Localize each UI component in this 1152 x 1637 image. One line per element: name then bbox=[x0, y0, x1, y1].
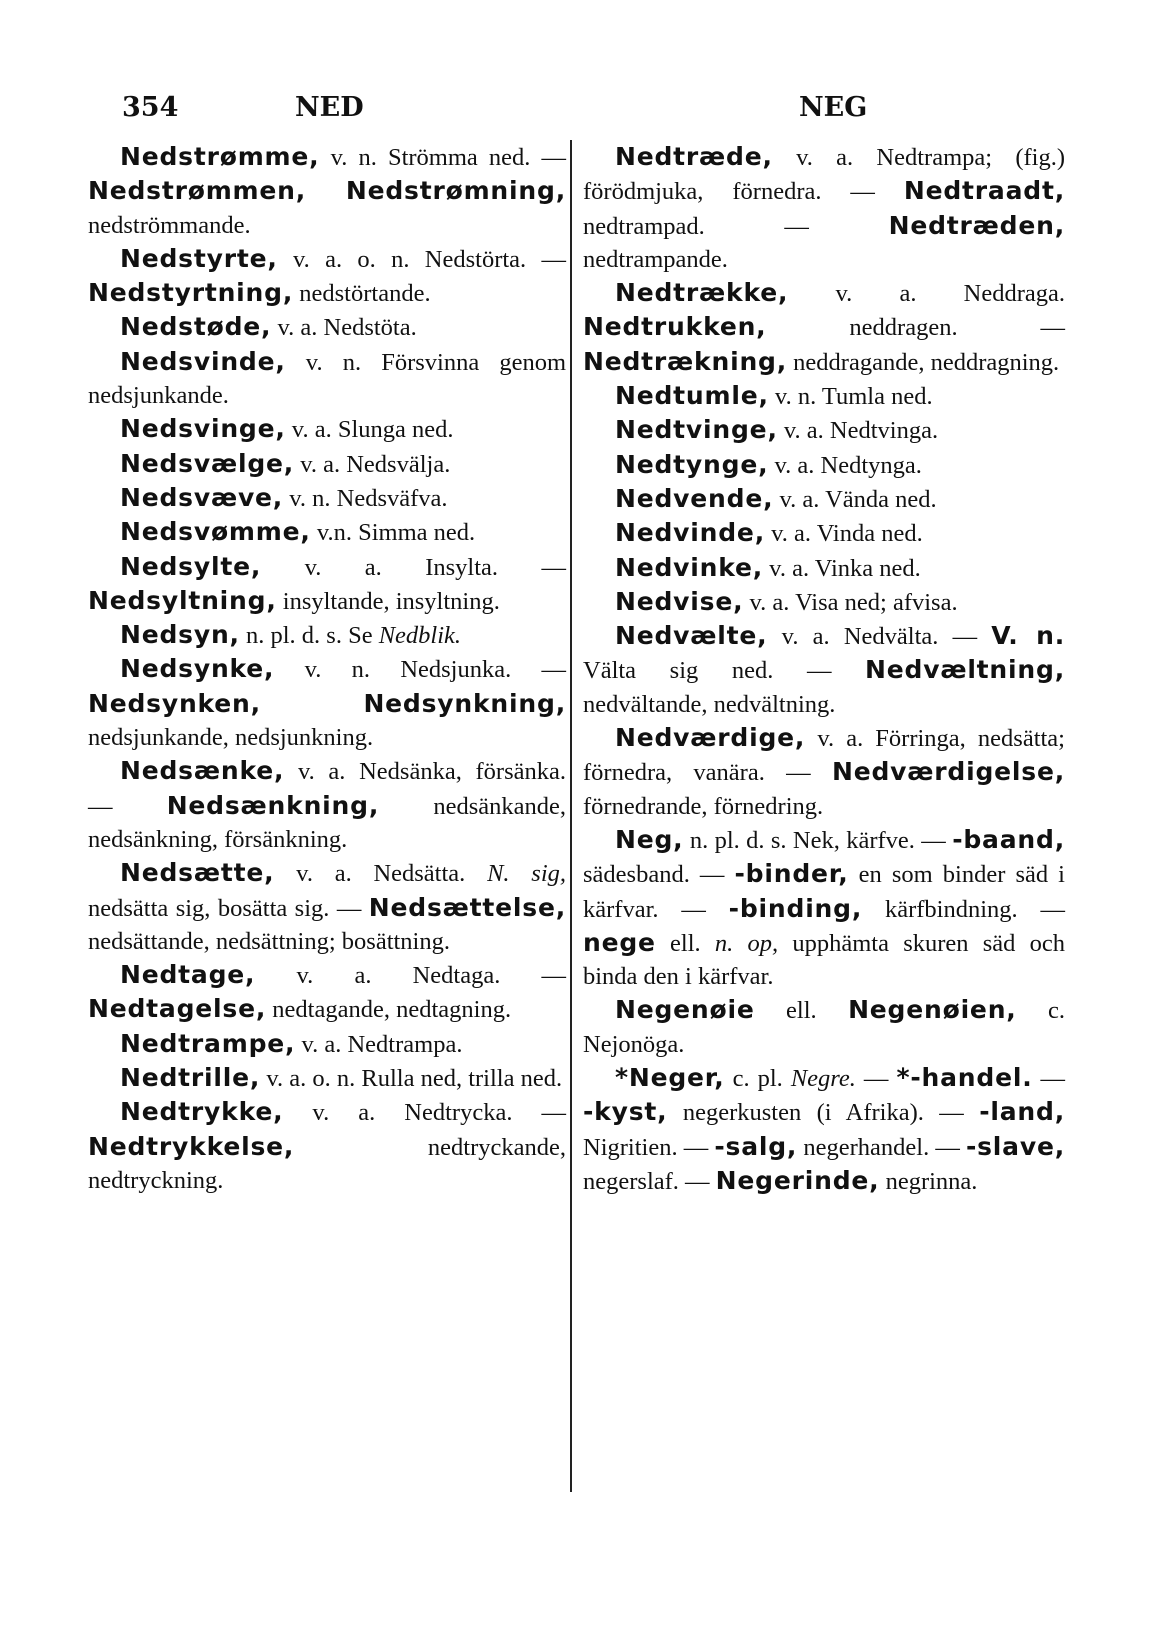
dictionary-entry bbox=[583, 993, 1065, 1061]
headword: Nedtrille, bbox=[120, 1063, 261, 1093]
dictionary-entry bbox=[583, 619, 1065, 721]
dictionary-entry bbox=[88, 412, 566, 446]
definition-text: v. a. Nedsvälja. bbox=[294, 450, 451, 478]
dictionary-entry bbox=[583, 551, 1065, 585]
definition-text: v. a. Nedvälta. — bbox=[767, 623, 992, 651]
definition-text: insyltande, insyltning. bbox=[276, 587, 500, 615]
headword: Nedtvinge, bbox=[615, 415, 778, 445]
definition-text: v. a. Förringa, nedsätta; förnedra, vanära. — bbox=[583, 725, 1065, 787]
right-guide-word: NEG bbox=[799, 92, 868, 123]
dictionary-entry bbox=[583, 379, 1065, 413]
definition-text: nedströmmande. bbox=[88, 211, 251, 239]
headword: Nedvæltning, bbox=[865, 655, 1065, 685]
left-guide-word: NED bbox=[295, 92, 364, 123]
headword: Negenøie bbox=[615, 995, 755, 1025]
definition-text: negerslaf. — bbox=[583, 1167, 716, 1195]
headword: Nedsvinde, bbox=[120, 346, 286, 376]
headword: Nedsvæve, bbox=[120, 482, 284, 512]
headword: Nedsynke, bbox=[120, 654, 275, 684]
headword: -baand, bbox=[952, 824, 1065, 854]
dictionary-entry bbox=[88, 1095, 566, 1197]
page-number: 354 bbox=[122, 92, 179, 123]
headword: Nedsyltning, bbox=[88, 585, 277, 615]
headword: Nedvinke, bbox=[615, 552, 764, 582]
left-column bbox=[88, 140, 566, 1197]
headword: Nedsætte, bbox=[120, 858, 275, 888]
headword: V. n. bbox=[991, 621, 1065, 651]
dictionary-entry bbox=[88, 515, 566, 549]
dictionary-entry bbox=[88, 481, 566, 515]
headword: Nedstyrtning, bbox=[88, 278, 294, 308]
definition-text: nedvältande, nedvältning. bbox=[583, 690, 836, 718]
definition-text: neddragande, neddragning. bbox=[787, 348, 1060, 376]
definition-text: v. a. Neddraga. bbox=[788, 280, 1065, 308]
headword: Nedsættelse, bbox=[368, 892, 566, 922]
definition-text: v. n. Nedsväfva. bbox=[283, 484, 448, 512]
definition-text: nedsätta sig, bosätta sig. — bbox=[88, 894, 369, 922]
definition-text: v. a. Vinda ned. bbox=[765, 520, 923, 548]
definition-text: neddragen. — bbox=[766, 314, 1065, 342]
definition-text: nedtryckande, nedtryckning. bbox=[88, 1133, 566, 1194]
definition-text: v. a. Nedtrampa. bbox=[295, 1030, 463, 1058]
headword: Nedsyn, bbox=[120, 620, 240, 650]
definition-text: nedsjunkande, nedsjunkning. bbox=[88, 724, 374, 752]
headword: Nedsvælge, bbox=[120, 448, 295, 478]
dictionary-entry bbox=[88, 345, 566, 413]
headword: Nedværdige, bbox=[615, 723, 806, 753]
italic-text: n. op, bbox=[714, 929, 779, 957]
headword: Nedværdigelse, bbox=[831, 757, 1065, 787]
dictionary-entry bbox=[583, 448, 1065, 482]
dictionary-entry bbox=[88, 310, 566, 344]
dictionary-entry bbox=[88, 550, 566, 619]
definition-text: negerkusten (i Afrika). — bbox=[667, 1099, 980, 1127]
right-column bbox=[583, 140, 1065, 1198]
headword: Nedtraadt, bbox=[903, 176, 1065, 206]
headword: Nedtrykkelse, bbox=[88, 1131, 295, 1161]
dictionary-entry bbox=[583, 585, 1065, 619]
headword: Nedstrømme, bbox=[120, 142, 320, 171]
definition-text: Välta sig ned. — bbox=[583, 657, 866, 685]
definition-text: Nigritien. — bbox=[583, 1133, 715, 1161]
dictionary-entry bbox=[583, 1061, 1065, 1198]
headword: Nedsænkning, bbox=[166, 790, 380, 820]
headword: *-handel. bbox=[896, 1063, 1033, 1093]
definition-text: nedsättande, nedsättning; bosättning. bbox=[88, 927, 450, 955]
definition-text: — bbox=[855, 1065, 897, 1093]
headword: Neg, bbox=[615, 824, 684, 854]
dictionary-entry bbox=[88, 447, 566, 481]
headword: -binder, bbox=[734, 859, 849, 889]
definition-text: ell. bbox=[655, 929, 715, 957]
dictionary-entry bbox=[583, 516, 1065, 550]
definition-text: c. pl. bbox=[724, 1065, 791, 1093]
headword: Nedsvinge, bbox=[120, 414, 286, 444]
headword: -binding, bbox=[728, 893, 863, 923]
dictionary-entry bbox=[583, 276, 1065, 379]
headword: -land, bbox=[979, 1097, 1065, 1127]
definition-text: v. a. Nedsänka, försänka. — bbox=[88, 758, 566, 820]
definition-text: v. a. Visa ned; afvisa. bbox=[743, 588, 958, 616]
definition-text: v. n. Tumla ned. bbox=[768, 383, 933, 411]
headword: Nedvende, bbox=[615, 483, 774, 513]
column-divider bbox=[570, 140, 572, 1492]
definition-text: v. a. o. n. Rulla ned, trilla ned. bbox=[260, 1065, 563, 1093]
dictionary-entry bbox=[583, 482, 1065, 516]
definition-text: v. a. Nedstöta. bbox=[271, 314, 417, 342]
dictionary-entry bbox=[583, 823, 1065, 993]
headword: Nedsvømme, bbox=[120, 517, 311, 547]
definition-text: v. n. Nedsjunka. — bbox=[274, 656, 566, 684]
headword: Nedtage, bbox=[120, 960, 256, 990]
dictionary-entry bbox=[88, 754, 566, 856]
definition-text: v.n. Simma ned. bbox=[310, 519, 476, 547]
headword: Nedtræden, bbox=[888, 210, 1065, 240]
headword: Nedstøde, bbox=[120, 312, 272, 342]
definition-text: v. a. Nedtrycka. — bbox=[283, 1099, 566, 1127]
headword: Nedsylte, bbox=[120, 551, 262, 581]
headword: Nedtrukken, bbox=[583, 312, 767, 342]
headword: Negerinde, bbox=[715, 1165, 880, 1195]
definition-text: v. a. Vinka ned. bbox=[763, 554, 921, 582]
definition-text: v. a. Nedtrampa; (fig.) förödmjuka, förnedra. — bbox=[583, 144, 1065, 206]
headword: Nedsynken, Nedsynkning, bbox=[88, 688, 566, 718]
definition-text: nedstörtande. bbox=[293, 280, 431, 308]
headword: Nedtrampe, bbox=[120, 1028, 296, 1058]
headword: Nedstrømmen, Nedstrømning, bbox=[88, 176, 566, 206]
headword: Nedtagelse, bbox=[88, 994, 267, 1024]
definition-text: v. a. o. n. Nedstörta. — bbox=[277, 245, 566, 273]
headword: Nedtumle, bbox=[615, 381, 769, 411]
dictionary-entry bbox=[88, 1027, 566, 1061]
definition-text: v. a. Vända ned. bbox=[773, 485, 937, 513]
headword: Nedvælte, bbox=[615, 621, 768, 651]
definition-text: negerhandel. — bbox=[797, 1133, 966, 1161]
definition-text: c. Nejonöga. bbox=[583, 997, 1065, 1058]
page-header bbox=[122, 92, 1062, 128]
definition-text: sädesband. — bbox=[583, 861, 735, 889]
headword: -slave, bbox=[965, 1131, 1065, 1161]
definition-text: v. n. Strömma ned. — bbox=[319, 144, 566, 171]
headword: *Neger, bbox=[615, 1063, 725, 1093]
definition-text: nedsänkande, nedsänkning, försänkning. bbox=[88, 792, 566, 853]
headword: -salg, bbox=[714, 1131, 798, 1161]
dictionary-entry bbox=[88, 652, 566, 754]
definition-text: en som binder säd i kärfvar. — bbox=[583, 861, 1065, 923]
headword: nege bbox=[583, 927, 656, 957]
definition-text: v. a. Slunga ned. bbox=[285, 416, 454, 444]
definition-text: v. n. Försvinna genom nedsjunkande. bbox=[88, 348, 566, 410]
definition-text: v. a. Nedsätta. bbox=[274, 860, 488, 888]
definition-text: v. a. Nedtaga. — bbox=[255, 962, 566, 990]
headword: Nedstyrte, bbox=[120, 243, 278, 273]
definition-text: v. a. Insylta. — bbox=[261, 553, 566, 581]
headword: Nedtrække, bbox=[615, 278, 789, 308]
dictionary-entry bbox=[583, 140, 1065, 276]
definition-text: n. pl. d. s. Se bbox=[239, 622, 379, 650]
definition-text: nedtrampad. — bbox=[583, 212, 889, 240]
dictionary-entry bbox=[88, 856, 566, 958]
headword: Negenøien, bbox=[848, 995, 1017, 1025]
dictionary-entry bbox=[88, 618, 566, 652]
definition-text: upphämta skuren säd och binda den i kärfvar. bbox=[583, 929, 1065, 991]
definition-text: v. a. Nedtvinga. bbox=[777, 417, 939, 445]
definition-text: kärfbindning. — bbox=[862, 895, 1065, 923]
definition-text: n. pl. d. s. Nek, kärfve. — bbox=[683, 826, 953, 854]
headword: Nedsænke, bbox=[120, 756, 285, 786]
definition-text: — bbox=[1032, 1065, 1066, 1093]
headword: Nedtynge, bbox=[615, 449, 769, 479]
headword: -kyst, bbox=[583, 1097, 668, 1127]
italic-text: Negre. bbox=[790, 1065, 856, 1093]
definition-text: förnedrande, förnedring. bbox=[583, 792, 824, 820]
dictionary-entry bbox=[88, 140, 566, 242]
dictionary-entry bbox=[583, 413, 1065, 447]
italic-text: Nedblik. bbox=[378, 622, 462, 650]
headword: Nedvise, bbox=[615, 586, 744, 616]
dictionary-entry bbox=[88, 958, 566, 1027]
definition-text: nedtagande, nedtagning. bbox=[266, 996, 512, 1024]
headword: Nedtræde, bbox=[615, 142, 773, 171]
headword: Nedtrækning, bbox=[583, 346, 788, 376]
definition-text: nedtrampande. bbox=[583, 245, 728, 273]
italic-text: N. sig, bbox=[487, 860, 567, 888]
headword: Nedtrykke, bbox=[120, 1097, 284, 1127]
headword: Nedvinde, bbox=[615, 518, 765, 548]
definition-text: ell. bbox=[754, 997, 849, 1025]
definition-text: v. a. Nedtynga. bbox=[768, 451, 922, 479]
dictionary-entry bbox=[583, 721, 1065, 823]
definition-text: negrinna. bbox=[879, 1167, 978, 1195]
dictionary-entry bbox=[88, 1061, 566, 1095]
dictionary-entry bbox=[88, 242, 566, 311]
